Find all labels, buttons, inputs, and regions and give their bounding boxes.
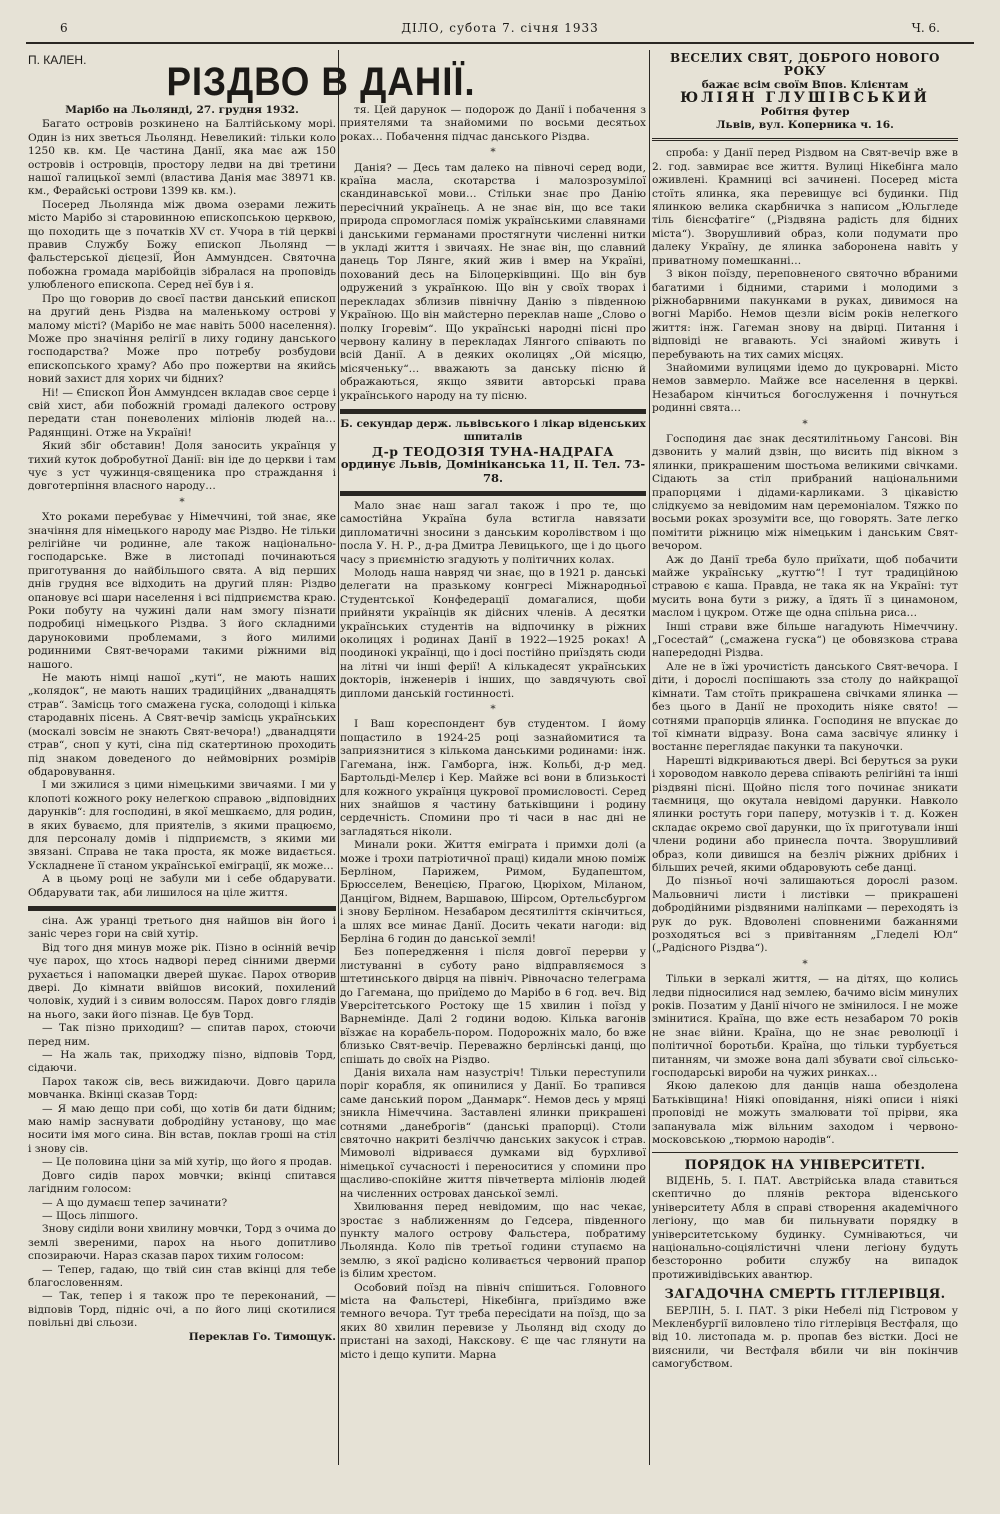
paragraph: Багато островів розкинено на Балтійському морі. Один із них зветься Льолянд. Невеликий: тільки коло 1250 кв. км. Це частина Данії, яка має аж 150 островів і островців, простору ледви на дві третини нашої галицької землі (властива Данія має 38971 кв. км., Ферайські острови 1399 кв. км.). bbox=[28, 118, 336, 198]
paragraph: — Так, тепер і я також про те переконаний, — відповів Торд, підніс очі, а по його лиці скотилися повільні дві сльози. bbox=[28, 1290, 336, 1330]
paragraph: Інші страви вже більше нагадують Німеччину. „Госестай“ („смажена гуска“) це обовязкова страва напередодні Різдва. bbox=[652, 620, 958, 660]
paragraph: Але не в їжі урочистість данського Свят-вечора. І діти, і дорослі поспішають зза столу до найкращої кімнати. Там стоїть прикрашена свічками ялинка — без цього в Данії не проходить ніяке свято! — сотнями прапорців ялинка. Господиня не впускає до тої кімнати відразу. Вона сама засвічує ялинку і востаннє переглядає пакунки та пакуночки. bbox=[652, 660, 958, 754]
section-rule bbox=[28, 906, 336, 911]
masthead-title: ДІЛО, субота 7. січня 1933 bbox=[401, 21, 599, 35]
article-body-part1 bbox=[28, 118, 336, 900]
doctor-advertisement bbox=[340, 418, 646, 485]
news-item bbox=[652, 1288, 958, 1371]
paragraph: І Ваш кореспондент був студентом. І йому пощастило в 1924-25 році зазнайомитися та заприязнитися з кількома данськими родинами: інж. Гагемана, інж. Гамборга, інж. Кольбі, д-р мед. Бартольді-Мелєр і Кер. Майже всі вони в близькості для кожного українця цукрової промисловості. Серед них знайшов я частину батьківщини і родину сердечність. Спомини про ті часи в нас дні не загладяться ніколи. bbox=[340, 718, 646, 838]
greeting-advertisement bbox=[652, 52, 958, 132]
paragraph: спроба: у Данії перед Різдвом на Свят-вечір вже в 2. год. завмирає все життя. Вулиці Нікебінга мало оживлені. Крамниці всі зачинені. Посеред міста стоїть ялинка, яка перевищує всі будинки. Під ялинкою велика скарбничка з написом „Юльгледе тіль бієнсфатіге“ („Різдвяна радість для бідних міста“). Зворушливий образ, коли подумати про далеку Україну, де ялинка заборонена навіть у приватному помешканні… bbox=[652, 147, 958, 267]
section-star: * bbox=[802, 417, 808, 430]
paragraph: Який збіг обставин! Доля заносить українця у тихий куток добробутної Данії: він іде до церкви і там чує з уст чужинця-священика про страждання і довготерпіння власного народу… bbox=[28, 440, 336, 493]
paragraph: Данія вихала нам назустріч! Тільки переступили поріг корабля, як опинилися у Данії. Бо трапився саме данський пором „Данмарк“. Немов десь у мряці зникла Німеччина. Заставлені ялинки прикрашені сотнями „данеброгів“ (данські прапорці). Столи святочно накриті безліччю данських закусок і страв. Мимоволі відриваєся думками від бурхливої німецької сучасності і переноситися у спомини про щасливо-спокійне життя півчетверта міліонів людей на численних островах данської землі. bbox=[340, 1067, 646, 1200]
paragraph: — Я маю дещо при собі, що хотів би дати бідним; маю намір заснувати добродійну установу, що має носити імя мого сина. Він встав, поклав гроші на стіл і знову сів. bbox=[28, 1102, 336, 1155]
masthead-rule bbox=[26, 42, 974, 44]
paragraph: Данія? — Десь там далеко на півночі серед води, країна масла, скотарства і малозрозумілої скандинавської мови… Стільки знає про Данію пересічний українець. А не знає він, що все таки природа спромоглася поміж українськими славянами і данськими германами простягнути численні нитки в укладі життя і звичаях. Не знає він, що славний данець Тор Лянге, який жив і вмер на Україні, похований десь на Білоцерківщині. Що він був одружений з українкою. Що він у своїх творах і перекладах зблизив північну Данію з південною Україною. Що він майстерно переклав наше „Слово о полку Ігоревім“. Що українські народні пісні про червону калину в перекладах Лянгого співають по всій Данії. А в деяких околицях „Ой місяцю, місяченьку“… вважають за данську пісню й ображаються, якщо зявити авторські права українського народу на ту пісню. bbox=[340, 161, 646, 402]
greeting-line4: Робітня футер bbox=[760, 105, 850, 118]
greeting-name: ЮЛІЯН ГЛУШІВСЬКИЙ bbox=[680, 90, 930, 107]
section-rule bbox=[340, 409, 646, 414]
paragraph: сіна. Аж уранці третього дня найшов він його і заніс через гори на свій хутір. bbox=[28, 914, 336, 941]
translator-credit: Переклав Го. Тимощук. bbox=[188, 1330, 336, 1343]
article-body-part2 bbox=[340, 104, 646, 403]
paragraph: Минали роки. Життя еміграта і примхи долі (а може і трохи патріотичної праці) кидали мною поміж Берліном, Парижем, Римом, Будапештом, Брюсселем, Венецією, Прагою, Цюріхом, Міланом, Данцігом, Віднем, Варшавою, Шірсом, Ортельсбургом і знову Берліном. Незабаром десятиліття скінчиться, а шлях все минає Данії. Досить чекати нагоди: від Берліна 6 годин до данської землі! bbox=[340, 839, 646, 945]
paragraph: Якою далекою для данців наша обездолена Батьківщина! Ніякі оповідання, ніякі описи і ніякі проповіді не можуть змалювати тої прірви, яка запанувала між вільним заходом і червоно-московською „тюрмою народів“. bbox=[652, 1080, 958, 1147]
section-star: * bbox=[802, 957, 808, 970]
paragraph: Тільки в зеркалі життя, — на дітях, що колись ледви підносилися над землею, бачимо вісім минулих років. Позатим у Данії нічого не змінилося. І не може змінитися. Країна, що вже есть незабаром 70 років не знає війни. Країна, що не знає революції і політичної боротьби. Країна, що тільки турбується питанням, чи зможе вона далі збувати свої сільсько-господарські вироби на чужих ринках… bbox=[652, 973, 958, 1080]
article-headline: РІЗДВО В ДАНІЇ. bbox=[166, 60, 476, 104]
paragraph: Ні! — Єпископ Йон Аммундсен вкладав своє серце і свій хист, аби побожній громаді далекого острову передати стан поневолених міліонів людей на… Радянщині. Отже на Україні! bbox=[28, 386, 336, 439]
paragraph: Парох також сів, весь вижидаючи. Довго царила мовчанка. Вкінці сказав Торд: bbox=[28, 1075, 336, 1102]
page-number-left: 6 bbox=[60, 21, 68, 35]
paragraph: тя. Цей дарунок — подорож до Данії і побачення з приятелями та знайомими по восьми десятьох роках… Побачення підчас данського Різдва. bbox=[340, 104, 646, 143]
section-star: * bbox=[179, 495, 185, 508]
paragraph: — На жаль так, приходжу пізно, відповів Торд, сідаючи. bbox=[28, 1049, 336, 1075]
paragraph: Хто роками перебуває у Німеччині, той знає, яке значіння для німецького народу має Різдво. Не тільки релігійне чи родинне, але також національно-господарське. Вже в листопаді починаються приготування до найбільшого свята. А від перших днів грудня все відходить на другий плян: Різдво опановує всі шари населення і всі підприємства краю. Роки побуту на чужині дали нам змогу пізнати подробиці німецького Різдва. З його складними даруноковими проблемами, з його милими родинними Свят-вечорами такими ріжними від нашого. bbox=[28, 511, 336, 671]
article-body-part3 bbox=[340, 500, 646, 1362]
paragraph: Від того дня минув може рік. Пізно в осінній вечір чує парох, що хтось надворі перед сінними дверми рухається і напомацки дверей шукає. Парох отворив двері. До кімнати ввійшов високий, похилений чоловік, худий і з сивим волоссям. Парох довго глядів на нього, заки його пізнав. Це був Торд. bbox=[28, 941, 336, 1021]
paragraph: Нарешті відкриваються двері. Всі беруться за руки і хороводом навколо дерева співають релігійні та інші різдвяні пісні. Щойно після того починає зникати таємниця, що окутала невідомі дарунки. Навколо ялинки ростуть гори паперу, мотузків і т. д. Кожен складає окремо свої дарунки, що їх приготували інші члени родини або принесла почта. Зворушливий образ, коли дивишся на безліч ріжних дрібних і більших речей, якими обдаровують себе данці. bbox=[652, 754, 958, 874]
paragraph: Знову сиділи вони хвилину мовчки, Торд з очима до землі звереними, парох на нього допитливо спозираючи. Нараз сказав парох тихим голосом: bbox=[28, 1223, 336, 1263]
masthead bbox=[60, 22, 940, 38]
section-star: * bbox=[490, 703, 496, 716]
paragraph: — Щось ліпшого. bbox=[42, 1209, 139, 1222]
article-dateline: Марібо на Льолянді, 27. грудня 1932. bbox=[65, 104, 299, 116]
paragraph: — Це половина ціни за мій хутір, що його я продав. bbox=[42, 1156, 333, 1169]
paragraph: — Так пізно приходиш? — спитав парох, стоючи перед ним. bbox=[28, 1022, 336, 1048]
column-2 bbox=[340, 104, 646, 1464]
paragraph: Аж до Данії треба було приїхати, щоб побачити майже українську „куттю“! І тут традиційною стравою є каша. Правда, не така як на Україні: тут мусить вона бути з рижу, а їдять її з цинамоном, маслом і цукром. Отже ще одна спільна риса… bbox=[652, 553, 958, 620]
news-item bbox=[652, 1159, 958, 1283]
paragraph: Особовий поїзд на північ спішиться. Головного міста на Фальстері, Нікебінга, приїздимо вже темного вечора. Тут треба пересідати на поїзд, що за яких 80 хвилин перевизе у Льолянд від сходу до пристані на заході, Накскову. Є ще час глянути на місто і дещо купити. Марна bbox=[340, 1281, 646, 1361]
paragraph: А в цьому році не забули ми і себе обдарувати. Обдарувати так, аби лишилося на ціле життя. bbox=[28, 873, 336, 899]
paragraph: Молодь наша навряд чи знає, що в 1921 р. данські делегати на празькому конгресі Міжнародньої Студентської Конфедерації домагалися, щоби прийняти українців як дійсних членів. А десятки українських студентів на відпочинку в ріжних околицях і родинах Данії в 1922—1925 роках! А поодинокі українці, що і досі постійно приїздять сюди на літні чи інші ферії! А кількадесят українських докторів, інженерів і інших, що завдячують свої дипломи данській гостинності. bbox=[340, 567, 646, 700]
paragraph: Довго сидів парох мовчки; вкінці спитався лагідним голосом: bbox=[28, 1169, 336, 1196]
section-rule bbox=[652, 1152, 958, 1153]
paragraph: І ми зжилися з цими німецькими звичаями. І ми у клопоті кожного року нелегкою справою „відповідних дарунків“: для господині, в якої мешкаємо, для родин, в яких буваємо, для приятелів, з якими працюємо, для персоналу домів і підприємств, з якими ми звязані. Справа не така проста, як може видається. Ускладнене її станом української еміграції, як може… bbox=[28, 779, 336, 872]
paragraph: Про що говорив до своєї пастви данський епископ на другий день Різдва на маленькому острові у малому місті? (Марібо не має навіть 5000 населення). Може про значіння релігії в лиху годину данського господарства? Може про потребу розбудови епископського храму? Або про пожертви на якийсь новий захист для хорих чи бідних? bbox=[28, 292, 336, 386]
paragraph: Не мають німці нашої „куті“, не мають наших „колядок“, не мають наших традиційних „дванадцять страв“. Замісць того смажена гуска, солодощі і кілька стародавніх пісень. А Свят-вечір замісць українських (москалі зовсім не знають Свят-вечора!) „дванадцяти страв“, сноп у куті, сіна під скатертиною проходить під знаком доведеного до неймовірних розмірів обдаровування. bbox=[28, 672, 336, 778]
news-title: ПОРЯДОК НА УНІВЕРСИТЕТІ. bbox=[684, 1157, 926, 1173]
paragraph: Мало знає наш загал також і про те, що самостійна Україна була встигла навязати дипломатичні зносини з данським королівством і що посла У. Н. Р., д-ра Дмитра Левицького, ще і до цього часу з приємністю згадують у політичних колах. bbox=[340, 499, 646, 566]
paragraph: — Тепер, гадаю, що твій син став вкінці для тебе благословенням. bbox=[28, 1263, 336, 1289]
article-body-part4 bbox=[652, 147, 958, 1147]
news-body: ВІДЕНЬ, 5. І. ПАТ. Австрійська влада ставиться скептично до плянів ректора віденського університету Абля в справі створення академічного легіону, що мав би пильнувати порядку в університетському будинку. Сумніваються, чи національно-соціялістичні члени легіону будуть безсторонно робити службу на випадок протиживідівських авантюр. bbox=[652, 1174, 958, 1281]
ad-doctor-name: Д-р ТЕОДОЗІЯ ТУНА-НАДРАГА bbox=[372, 443, 614, 459]
news-title: ЗАГАДОЧНА СМЕРТЬ ГІТЛЕРІВЦЯ. bbox=[664, 1287, 946, 1303]
section-rule bbox=[652, 138, 958, 141]
ad-doctor-line1: Б. секундар держ. львівського і лікар віденських шпиталів bbox=[340, 417, 646, 444]
issue-number: Ч. 6. bbox=[911, 21, 940, 35]
paragraph: — А що думаєш тепер зачинати? bbox=[42, 1196, 228, 1209]
column-3 bbox=[652, 52, 958, 1452]
paragraph: Господиня дає знак десятилітньому Гансові. Він дзвонить у малий дзвін, що висить під вікном з ялинки, прикрашеним шостьома великими свічками. Сідають за стіл прибраний національними прапорцями і дідами-карликами. З цікавістю слідкуємо за невідомим нам церемоніалом. Тяжко по восьми роках зрозуміти все, що говорять. Затe легко помітити ріжницю між німецьким і данським Свят-вечором. bbox=[652, 432, 958, 553]
ad-doctor-address: ординує Львів, Домініканська 11, II. Тел. 73-78. bbox=[340, 457, 646, 485]
paragraph: Посеред Льолянда між двома озерами лежить місто Марібо зі старовинною епископською церквою, що походить ще з початків XV ст. Учора в тій церкві правив Службу Божу епископ Льолянд — фальстерської дієцезії, Йон Аммундсен. Святочна побожна громада марібойців зібралася на проповідь улюбленого епископа. Серед неї був і я. bbox=[28, 198, 336, 292]
greeting-line1: ВЕСЕЛИХ СВЯТ, ДОБРОГО НОВОГО РОКУ bbox=[670, 52, 940, 79]
paragraph: Без попередження і після довгої перерви у листуванні в суботу рано відправляємося з штетинського двірця на північ. Рівночасно телеграма до Гагемана, що приїдемо до Марібо в 6 год. веч. Від Уверсітетського Ростоку ще 15 хвилин і поїзд у Варнемінде. Далі 2 години водою. Кілька вагонів вїзжає на корабель-пором. Подорожніх мало, бо вже близько Свят-вечір. Переважно берлінські данці, що спішать до своїх на Різдво. bbox=[340, 946, 646, 1066]
paragraph: Знайомими вулицями ідемо до цукроварні. Місто немов завмерло. Майже все населення в церкві. Незабаром кінчиться богослуження і почнуться родинні свята… bbox=[652, 361, 958, 415]
greeting-line2: бажає всім своїм Впов. Клієнтам bbox=[701, 78, 909, 91]
greeting-address: Львів, вул. Коперника ч. 16. bbox=[716, 119, 894, 132]
news-body: БЕРЛІН, 5. І. ПАТ. З ріки Небелі під Гістровом у Мекленбургії виловлено тіло гітлерівця Вестфаля, що від 10. листопада м. р. пропав без вістки. Досі не вияснили, чи Вестфаля вбили чи він покінчив самогубством. bbox=[652, 1304, 958, 1371]
column-rule bbox=[338, 50, 339, 1465]
section-star: * bbox=[490, 146, 496, 159]
paragraph: До пізньої ночі залишаються дорослі разом. Мальовничі листи і листівки — прикрашені добродійними різдвяними наліпками — переходять із рук до рук. Вдоволені сповненими бажаннями розходяться всі з привітанням „Гледелі Юл“ („Радісного Різдва“). bbox=[652, 875, 958, 955]
section-rule bbox=[340, 491, 646, 496]
story-continuation bbox=[28, 915, 336, 1331]
column-1 bbox=[28, 104, 336, 1464]
article-author: П. КАЛЕН. bbox=[28, 53, 87, 67]
column-rule bbox=[649, 50, 650, 1465]
paragraph: Хвилювання перед невідомим, що нас чекає, зростає з наближенням до Гедсера, південного пункту малого острову Фальстера, побратиму Льолянда. Коло пів третьої години ступаємо на землю, з якої радісно коливається червоний прапор із білим хрестом. bbox=[340, 1201, 646, 1281]
paragraph: З вікон поїзду, переповненого святочно вбраними багатими і бідними, старими і молодими з ріжнобарвними пакунками в руках, дивимося на вогні Марібо. Немов щезли вісім років нелегкого життя: інж. Гагеман знову на двірці. Питання і відповіді не вгавають. Усі знайомі живуть і перебувають на тих самих місцях. bbox=[652, 268, 958, 361]
